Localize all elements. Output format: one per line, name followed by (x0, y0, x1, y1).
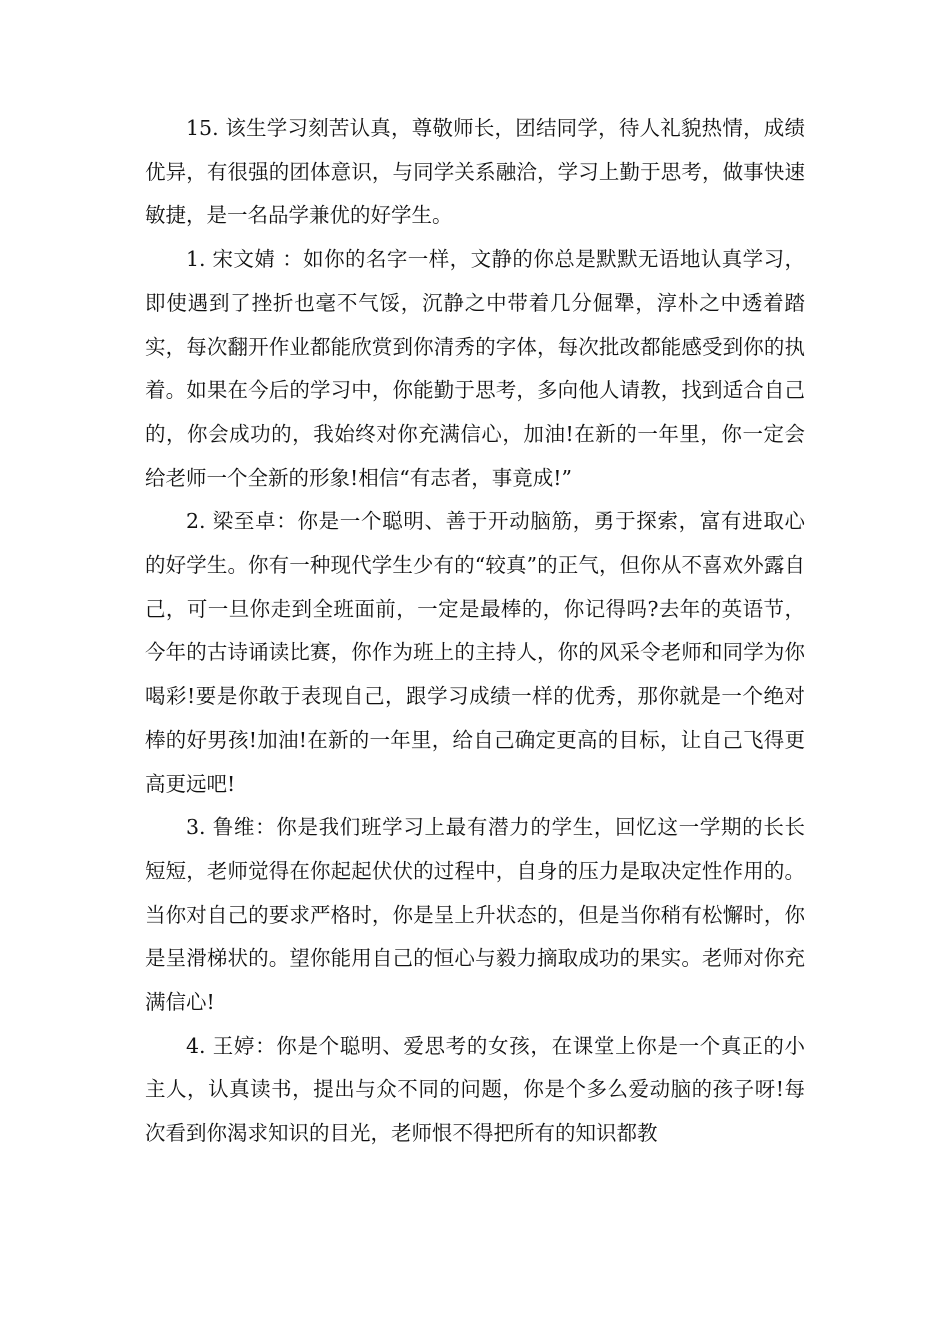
paragraph-student-2: 2. 梁至卓：你是一个聪明、善于开动脑筋，勇于探索，富有进取心的好学生。你有一种现代学生少有的“较真”的正气，但你从不喜欢外露自己，可一旦你走到全班面前，一定是最棒的，你记得吗?去年的英语节，今年的古诗诵读比赛，你作为班上的主持人，你的风采令老师和同学为你喝彩!要是你敢于表现自己，跟学习成绩一样的优秀，那你就是一个绝对棒的好男孩!加油!在新的一年里，给自己确定更高的目标，让自己飞得更高更远吧! (145, 509, 805, 796)
paragraph-student-15: 15. 该生学习刻苦认真，尊敬师长，团结同学，待人礼貌热情，成绩优异，有很强的团体意识，与同学关系融洽，学习上勤于思考，做事快速敏捷，是一名品学兼优的好学生。 (145, 116, 805, 228)
document-body (145, 107, 805, 1156)
paragraph-student-3: 3. 鲁维：你是我们班学习上最有潜力的学生，回忆这一学期的长长短短，老师觉得在你起起伏伏的过程中，自身的压力是取决定性作用的。当你对自己的要求严格时，你是呈上升状态的，但是当你稍有松懈时，你是呈滑梯状的。望你能用自己的恒心与毅力摘取成功的果实。老师对你充满信心! (145, 815, 805, 1015)
paragraph-student-4: 4. 王婷：你是个聪明、爱思考的女孩，在课堂上你是一个真正的小主人，认真读书，提出与众不同的问题，你是个多么爱动脑的孩子呀!每次看到你渴求知识的目光，老师恨不得把所有的知识都教 (145, 1033, 805, 1146)
paragraph-student-1: 1. 宋文婧 ：如你的名字一样，文静的你总是默默无语地认真学习，即使遇到了挫折也毫不气馁，沉静之中带着几分倔犟，淳朴之中透着踏实，每次翻开作业都能欣赏到你清秀的字体，每次批改都能感受到你的执着。如果在今后的学习中，你能勤于思考，多向他人请教，找到适合自己的，你会成功的，我始终对你充满信心，加油!在新的一年里，你一定会给老师一个全新的形象!相信“有志者，事竟成!” (145, 247, 805, 490)
